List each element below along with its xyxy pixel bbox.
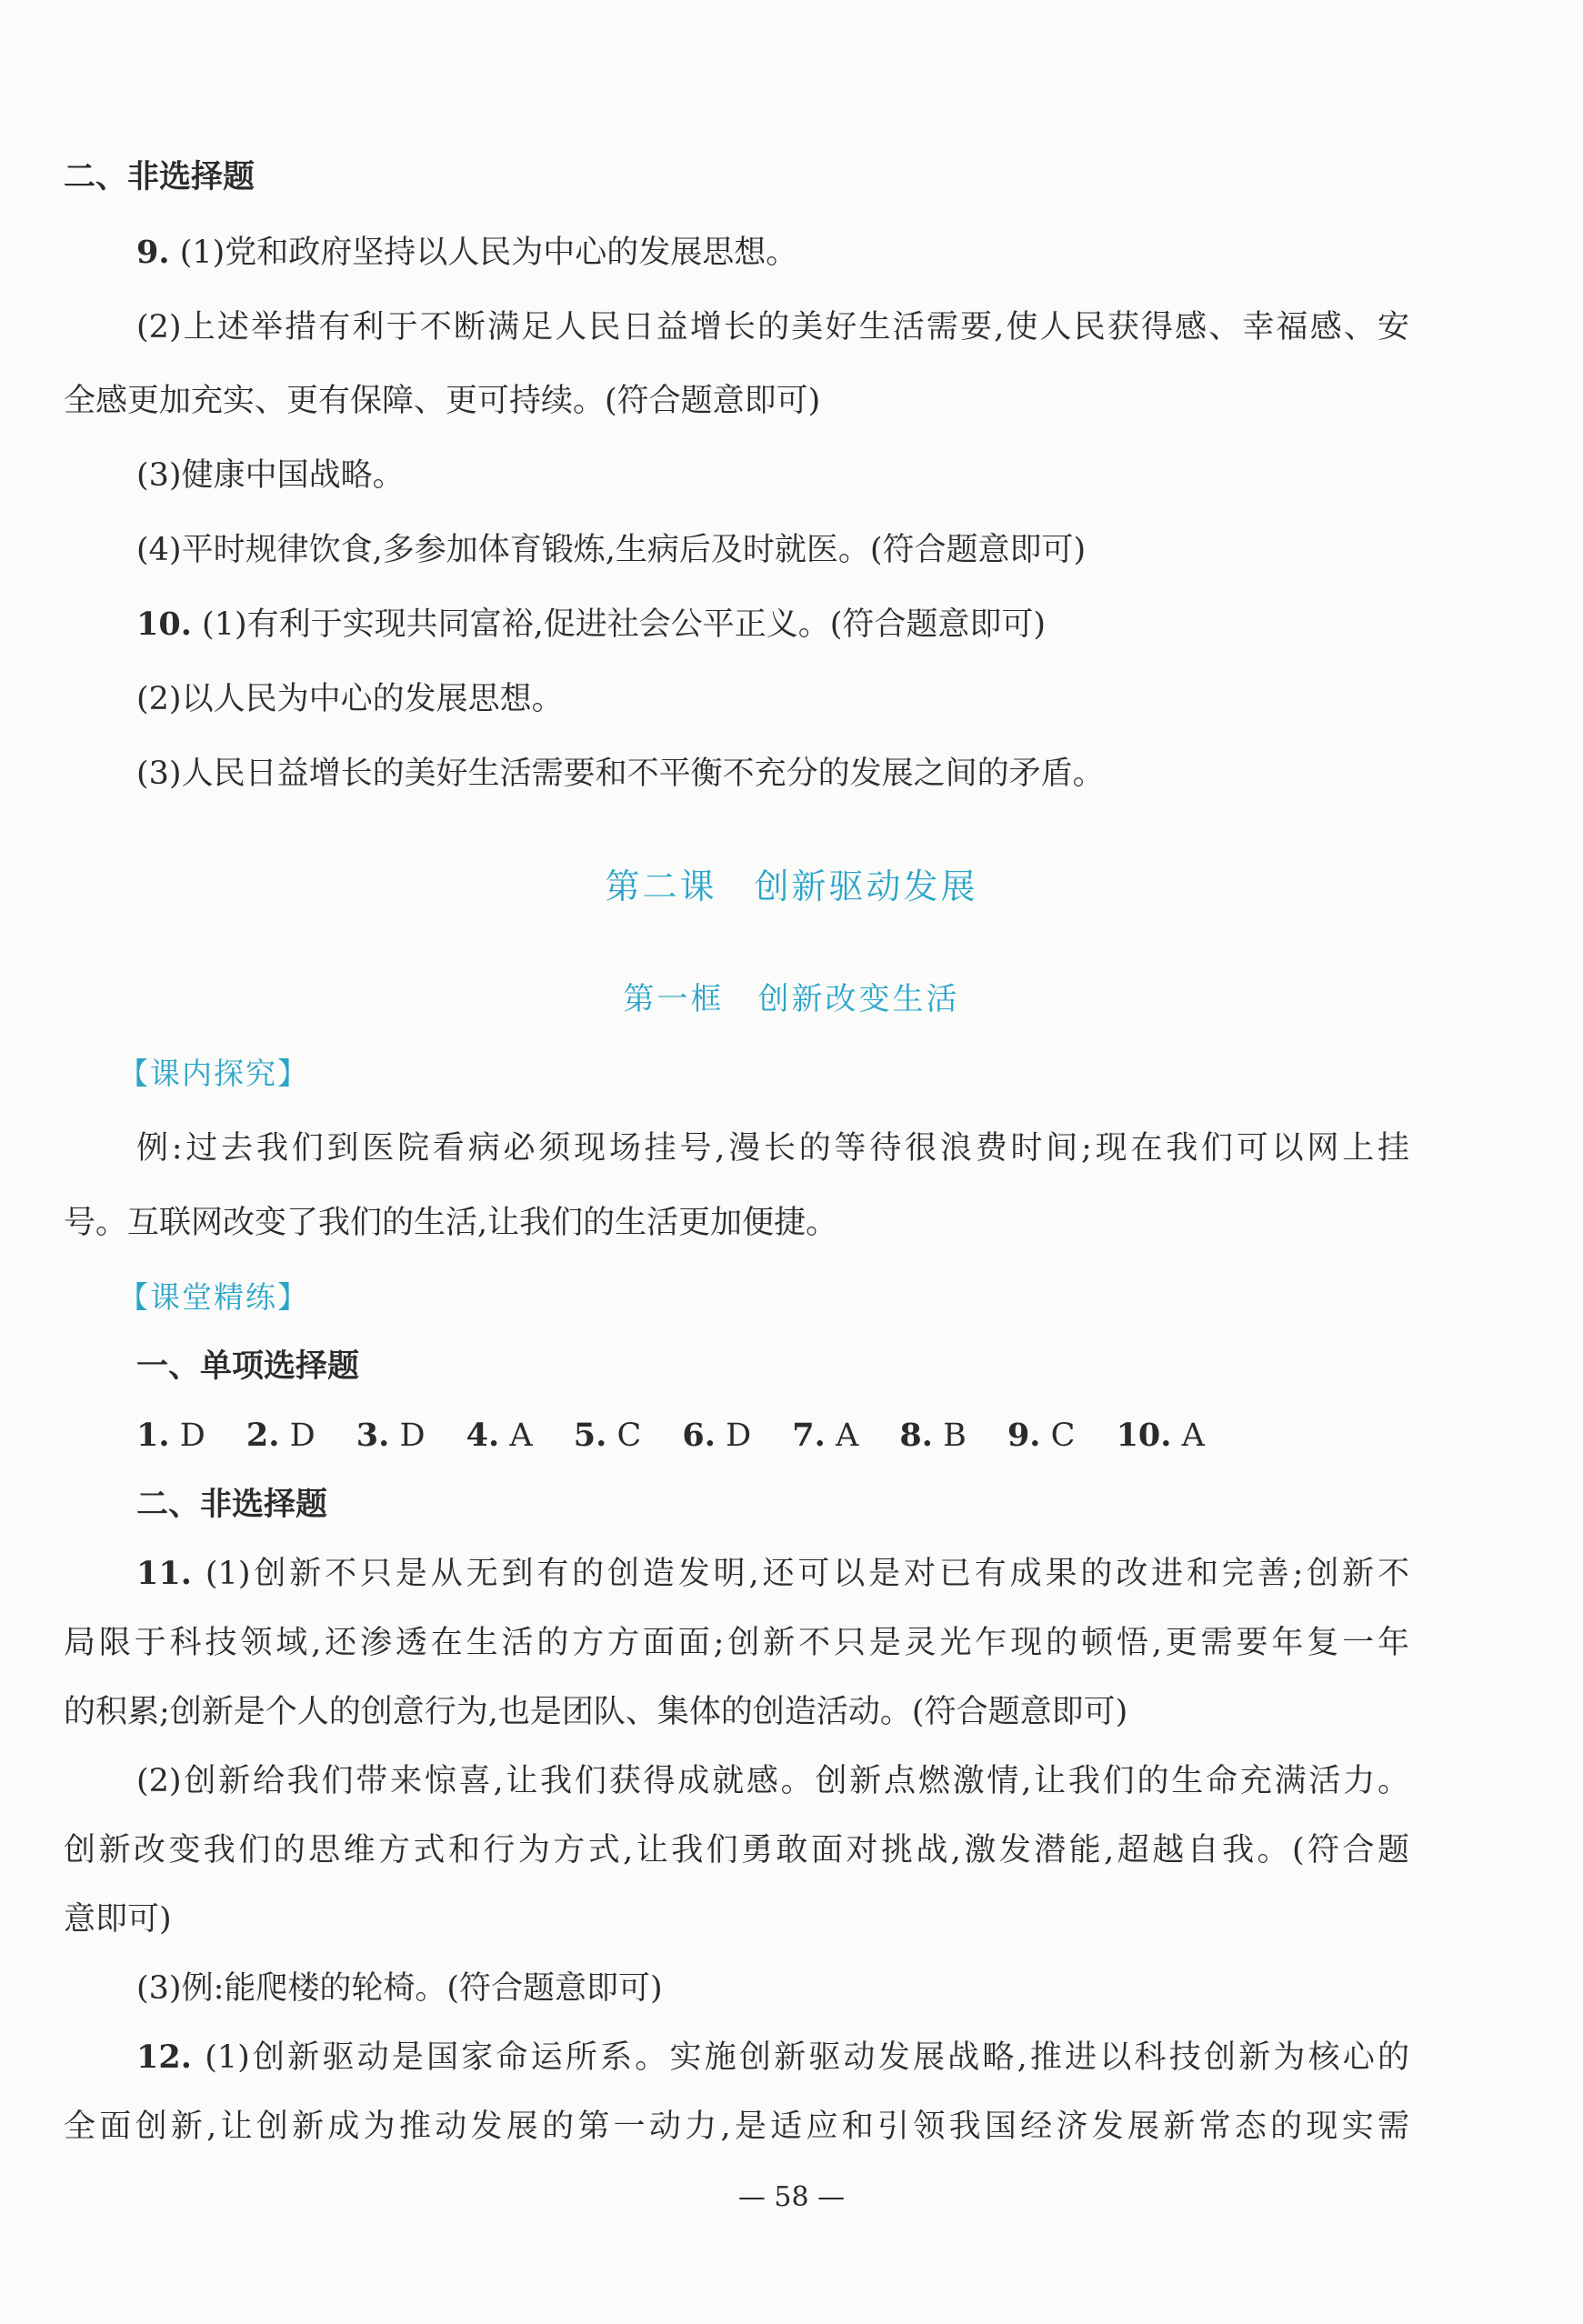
answer-item: 1. D: [136, 1417, 205, 1454]
q9-part4: (4)平时规律饮食,多参加体育锻炼,生病后及时就医。(符合题意即可): [136, 532, 1087, 568]
q11-line5: 创新改变我们的思维方式和行为方式,让我们勇敢面对挑战,激发潜能,超越自我。(符合题: [64, 1832, 1409, 1868]
q9-part2-line2: 全感更加充实、更有保障、更可持续。(符合题意即可): [64, 383, 821, 419]
choice-answers: [136, 1413, 1409, 1458]
frame-title: 第一框 创新改变生活: [623, 981, 960, 1017]
answer-item: 3. D: [356, 1417, 426, 1454]
answer-item: 8. B: [899, 1417, 967, 1454]
section-heading-single-choice: 一、单项选择题: [136, 1348, 360, 1385]
q10-part1: 10. (1)有利于实现共同富裕,促进社会公平正义。(符合题意即可): [136, 606, 1047, 643]
q10-number: 10.: [136, 606, 192, 643]
q9-part2-line1: (2)上述举措有利于不断满足人民日益增长的美好生活需要,使人民获得感、幸福感、安: [136, 309, 1409, 346]
q11-line6: 意即可): [64, 1901, 172, 1938]
q11-number: 11.: [136, 1555, 192, 1592]
lesson-title: 第二课 创新驱动发展: [605, 866, 978, 907]
q12-number: 12.: [136, 2039, 192, 2076]
q11-line4: (2)创新给我们带来惊喜,让我们获得成就感。创新点燃激情,让我们的生命充满活力。: [136, 1763, 1409, 1799]
q11-line3: 的积累;创新是个人的创意行为,也是团队、集体的创造活动。(符合题意即可): [64, 1694, 1128, 1730]
explore-line1: 例:过去我们到医院看病必须现场挂号,漫长的等待很浪费时间;现在我们可以网上挂: [136, 1130, 1409, 1167]
q9-number: 9.: [136, 234, 170, 271]
answer-item: 10. A: [1116, 1417, 1205, 1454]
q9-part3: (3)健康中国战略。: [136, 457, 405, 494]
answer-item: 2. D: [245, 1417, 316, 1454]
answer-item: 4. A: [466, 1417, 533, 1454]
section-heading-nonchoice-2: 二、非选择题: [136, 1487, 328, 1523]
q11-line7: (3)例:能爬楼的轮椅。(符合题意即可): [136, 1970, 663, 2007]
answer-item: 5. C: [573, 1417, 642, 1454]
section-heading-nonchoice: 二、非选择题: [64, 159, 255, 195]
q10-part3: (3)人民日益增长的美好生活需要和不平衡不充分的发展之间的矛盾。: [136, 756, 1105, 792]
practice-label: 【课堂精练】: [118, 1279, 309, 1315]
q11-line2: 局限于科技领域,还渗透在生活的方方面面;创新不只是灵光乍现的顿悟,更需要年复一年: [64, 1625, 1409, 1661]
answer-item: 6. D: [682, 1417, 752, 1454]
explore-label: 【课内探究】: [118, 1056, 309, 1091]
answer-item: 9. C: [1007, 1417, 1076, 1454]
q12-line2: 全面创新,让创新成为推动发展的第一动力,是适应和引领我国经济发展新常态的现实需: [64, 2109, 1409, 2145]
explore-line2: 号。互联网改变了我们的生活,让我们的生活更加便捷。: [64, 1205, 838, 1241]
answer-item: 7. A: [792, 1417, 859, 1454]
page-number: — 58 —: [737, 2181, 846, 2213]
q10-part2: (2)以人民为中心的发展思想。: [136, 681, 564, 717]
q11-line1: 11. (1)创新不只是从无到有的创造发明,还可以是对已有成果的改进和完善;创新不: [136, 1555, 1409, 1592]
q12-line1: 12. (1)创新驱动是国家命运所系。实施创新驱动发展战略,推进以科技创新为核心的: [136, 2039, 1409, 2076]
q9-part1: 9. (1)党和政府坚持以人民为中心的发展思想。: [136, 234, 798, 271]
